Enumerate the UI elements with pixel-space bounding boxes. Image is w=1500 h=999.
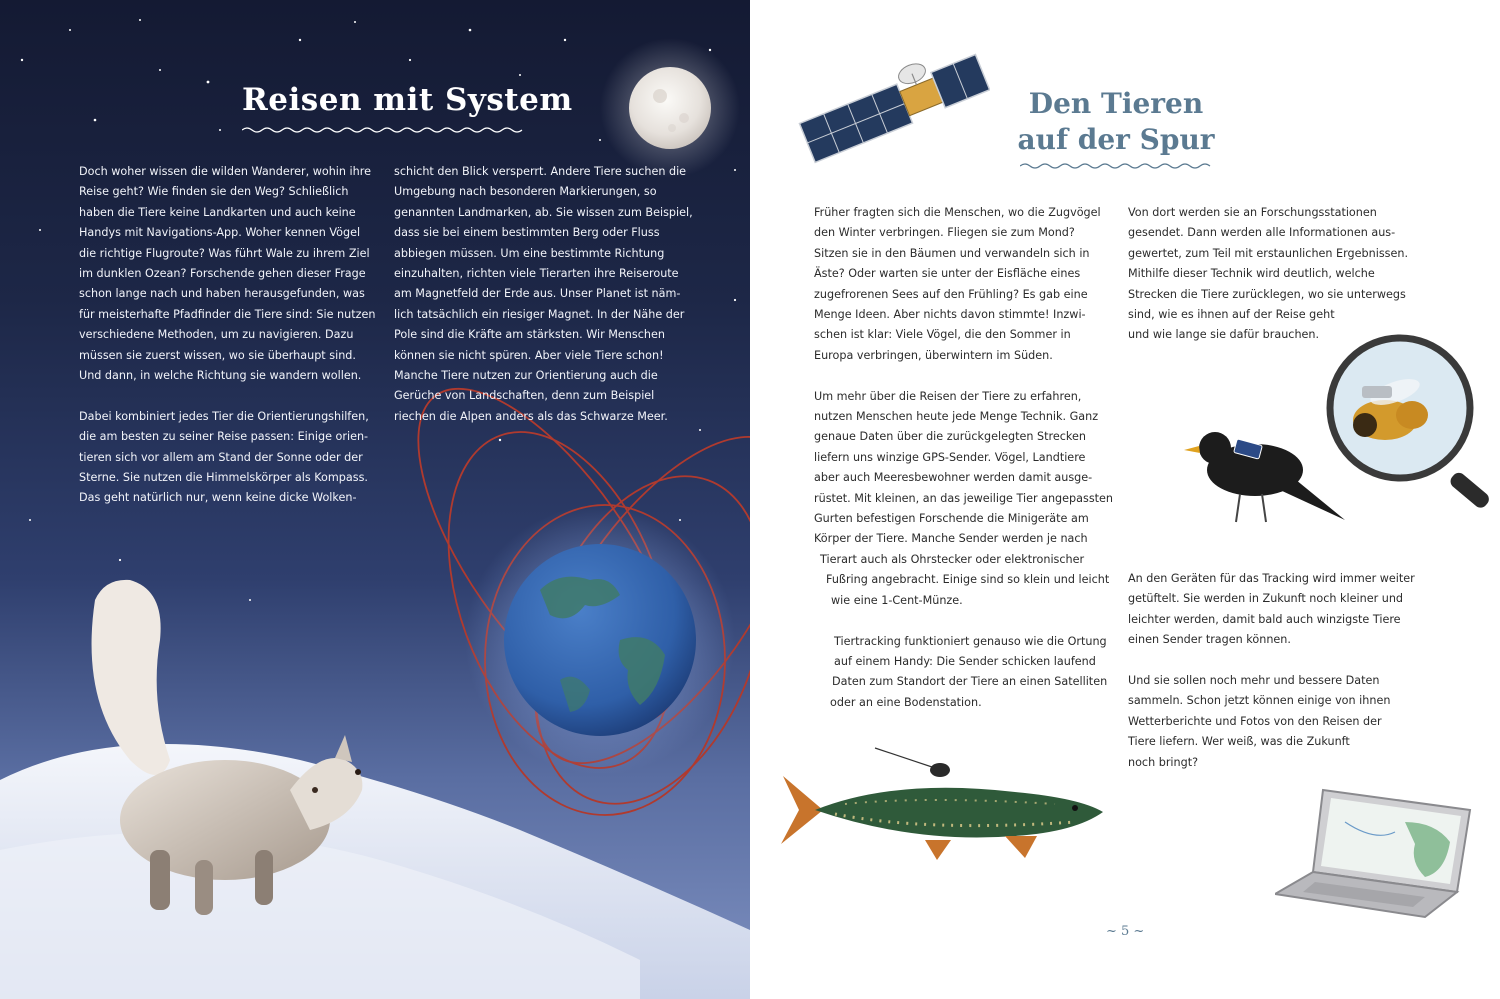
paragraph: Um mehr über die Reisen der Tiere zu erfahren, nutzen Menschen heute jede Menge Technik. Ganz genaue Daten über die zurückgelegten Strecken liefern uns winzige GPS-Sender. Vögel, Landtiere aber auch Meeresbewohner werden damit ausge- rüstet. Mit kleinen, an das jeweilige Tier angepassten Gurten befestigen Forschende die Minigeräte am Körper der Tiere. Manche Sender werden je nach Tierart auch als Ohrstecker oder elektronischer Fußring angebracht. Einige sind so klein und leicht wie eine 1-Cent-Münze. [814, 389, 1114, 607]
snow-hill [0, 744, 750, 999]
paragraph: Von dort werden sie an Forschungsstationen gesendet. Dann werden alle Informationen aus- gewertet, zum Teil mit erstaunlichen Ergebnissen. Mithilfe dieser Technik wird deutlich, welche Strecken die Tiere zurücklegen, wo sie unterwegs sind, wie es ihnen auf der Reise geht und wie lange sie dafür brauchen. [1128, 206, 1409, 342]
text-column-right-1 [814, 203, 1113, 713]
paragraph: Tiertracking funktioniert genauso wie die Ortung auf einem Handy: Die Sender schicken laufend Daten zum Standort der Tiere an einen Satelliten oder an eine Bodenstation. [830, 634, 1108, 709]
text-column-left-2 [394, 162, 693, 427]
pike-fish-with-tracker [775, 740, 1115, 870]
right-page [750, 0, 1500, 999]
laptop-with-map [1275, 782, 1475, 922]
paragraph: An den Geräten für das Tracking wird immer weiter getüftelt. Sie werden in Zukunft noch kleiner und leichter werden, damit bald auch winzigste Tiere einen Sender tragen können. [1128, 572, 1415, 647]
earth [465, 505, 735, 775]
title-underline-right [1020, 162, 1214, 170]
satellite [790, 30, 990, 175]
page-title-right: Den Tieren auf der Spur [1017, 87, 1215, 156]
paragraph: Früher fragten sich die Menschen, wo die Zugvögel den Winter verbringen. Fliegen sie zum Mond? Sitzen sie in den Bäumen und verwandeln sich in Äste? Oder warten sie unter der Eisfläche eines zugefrorenen Sees auf den Frühling? Es gab eine Menge Ideen. Aber nichts davon stimmte! Inzwi- schen ist klar: Viele Vögel, die den Sommer in Europa verbringen, überwintern im Süden. [814, 206, 1101, 362]
paragraph: Dabei kombiniert jedes Tier die Orientierungshilfen, die am besten zu seiner Reise passen: Einige orien- tieren sich vor allem am Stand der Sonne oder der Sterne. Sie nutzen die Himmelskörper als Kompass. Das geht natürlich nur, wenn keine dicke Wolken- [79, 409, 369, 505]
paragraph: Doch woher wissen die wilden Wanderer, wohin ihre Reise geht? Wie finden sie den Weg? Schließlich haben die Tiere keine Landkarten und auch keine Handys mit Navigations-App. Woher kennen Vögel die richtige Flugroute? Was führt Wale zu ihrem Ziel im dunklen Ozean? Forschende gehen dieser Frage schon lange nach und haben herausgefunden, was für meisterhafte Pfadfinder die Tiere sind: Sie nutzen verschiedene Methoden, um zu navigieren. Dazu müssen sie zuerst wissen, wo sie überhaupt sind. Und dann, in welche Richtung sie wandern wollen. [79, 165, 376, 383]
page-title-left: Reisen mit System [242, 82, 573, 118]
text-column-left-1 [79, 162, 375, 509]
page-number: ~ 5 ~ [1106, 924, 1145, 939]
tracking-illustration [1180, 330, 1500, 540]
text-column-right-2-top [1128, 203, 1408, 346]
paragraph: schicht den Blick versperrt. Andere Tiere suchen die Umgebung nach besonderen Markierungen, so genannten Landmarken, ab. Sie wissen zum Beispiel, dass sie bei einem bestimmten Berg oder Fluss abbiegen müssen. Um eine bestimmte Richtung einzuhalten, richten viele Tierarten ihre Reiseroute am Magnetfeld der Erde aus. Unser Planet ist näm- lich tatsächlich ein riesiger Magnet. In der Nähe der Pole sind die Kräfte am stärksten. Wir Menschen können sie nicht spüren. Aber viele Tiere schon! Manche Tiere nutzen zur Orientierung auch die Gerüche von Landschaften, denn zum Beispiel riechen die Alpen anders als das Schwarze Meer. [394, 165, 693, 423]
title-underline-left [242, 126, 524, 134]
text-column-right-2-bottom [1128, 569, 1415, 773]
blackbird-with-tracker [1184, 432, 1345, 522]
moon [600, 38, 740, 178]
paragraph: Und sie sollen noch mehr und bessere Daten sammeln. Schon jetzt können einige von ihnen Wetterberichte und Fotos von den Reisen der Tiere liefern. Wer weiß, was die Zukunft noch bringt? [1128, 674, 1391, 769]
